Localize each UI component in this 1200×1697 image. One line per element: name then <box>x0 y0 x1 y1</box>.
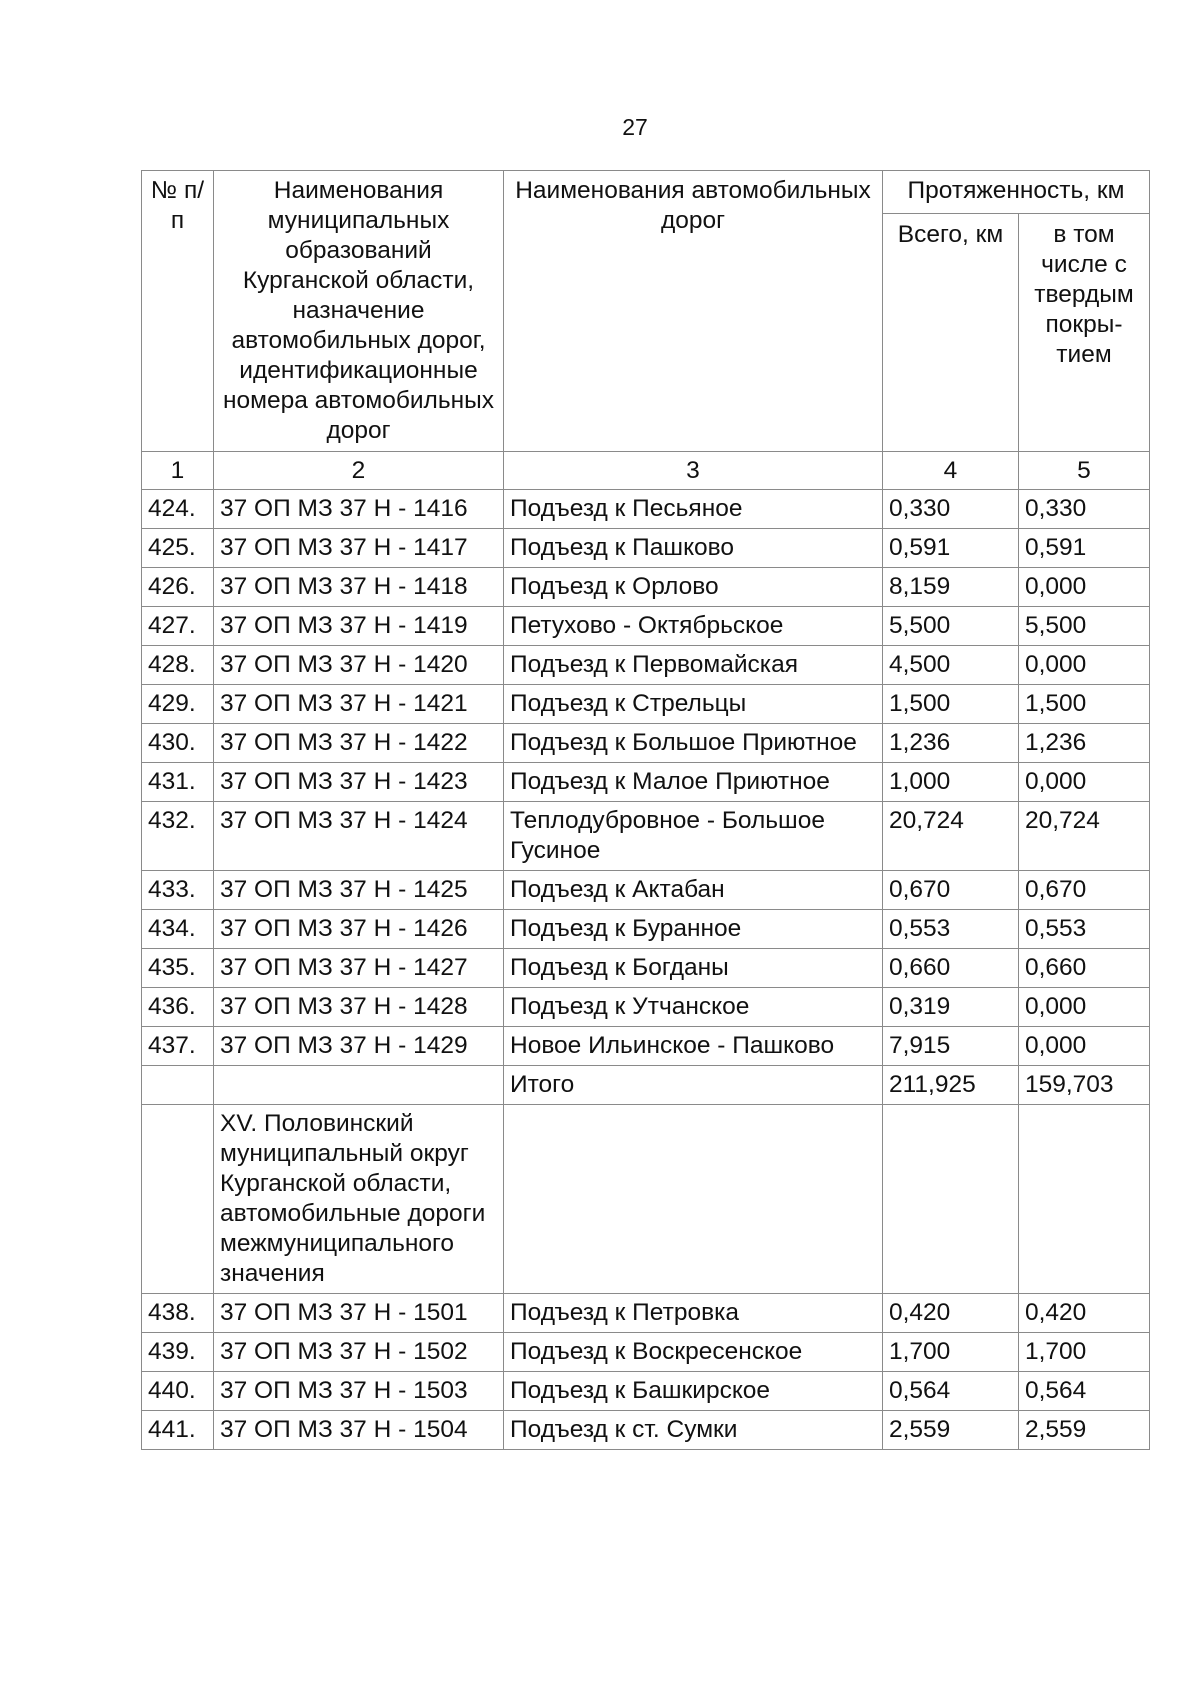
table-row <box>142 802 1150 871</box>
length-total: 2,559 <box>883 1411 1019 1450</box>
table-row <box>142 1105 1150 1294</box>
header-paved: в том числе с твердым покры-тием <box>1019 214 1150 452</box>
length-total: 0,319 <box>883 988 1019 1027</box>
road-name: Новое Ильинское - Пашково <box>504 1027 883 1066</box>
road-name: Подъезд к Первомайская <box>504 646 883 685</box>
road-name: Подъезд к Воскресенское <box>504 1333 883 1372</box>
length-paved: 0,553 <box>1019 910 1150 949</box>
length-total <box>883 1105 1019 1294</box>
road-id <box>214 1066 504 1105</box>
length-paved: 1,236 <box>1019 724 1150 763</box>
length-paved: 0,000 <box>1019 646 1150 685</box>
road-id: 37 ОП МЗ 37 Н - 1501 <box>214 1294 504 1333</box>
column-number: 2 <box>214 452 504 490</box>
row-number: 430. <box>142 724 214 763</box>
road-id: 37 ОП МЗ 37 Н - 1418 <box>214 568 504 607</box>
table-row <box>142 568 1150 607</box>
length-total: 0,564 <box>883 1372 1019 1411</box>
length-paved: 1,500 <box>1019 685 1150 724</box>
table-row <box>142 724 1150 763</box>
row-number: 429. <box>142 685 214 724</box>
length-paved <box>1019 1105 1150 1294</box>
row-number: 432. <box>142 802 214 871</box>
row-number: 437. <box>142 1027 214 1066</box>
length-total: 20,724 <box>883 802 1019 871</box>
length-paved: 0,000 <box>1019 763 1150 802</box>
road-id: 37 ОП МЗ 37 Н - 1428 <box>214 988 504 1027</box>
length-total: 0,330 <box>883 490 1019 529</box>
row-number: 438. <box>142 1294 214 1333</box>
row-number: 433. <box>142 871 214 910</box>
table-row <box>142 1027 1150 1066</box>
row-number: 436. <box>142 988 214 1027</box>
table-row <box>142 988 1150 1027</box>
road-id: 37 ОП МЗ 37 Н - 1503 <box>214 1372 504 1411</box>
road-name: Подъезд к Орлово <box>504 568 883 607</box>
column-number: 5 <box>1019 452 1150 490</box>
road-id: XV. Половинский муниципальный округ Курганской области, автомобильные дороги межмуниципального значения <box>214 1105 504 1294</box>
table-row <box>142 1333 1150 1372</box>
length-total: 0,591 <box>883 529 1019 568</box>
road-name: Теплодубровное - Большое Гусиное <box>504 802 883 871</box>
roads-table <box>141 170 1150 1450</box>
row-number: 431. <box>142 763 214 802</box>
column-number: 1 <box>142 452 214 490</box>
road-name: Подъезд к Большое Приютное <box>504 724 883 763</box>
road-id: 37 ОП МЗ 37 Н - 1417 <box>214 529 504 568</box>
length-paved: 0,564 <box>1019 1372 1150 1411</box>
road-id: 37 ОП МЗ 37 Н - 1421 <box>214 685 504 724</box>
row-number: 427. <box>142 607 214 646</box>
length-total: 1,500 <box>883 685 1019 724</box>
table-row <box>142 490 1150 529</box>
road-id: 37 ОП МЗ 37 Н - 1416 <box>214 490 504 529</box>
road-name: Подъезд к Петровка <box>504 1294 883 1333</box>
length-total: 0,553 <box>883 910 1019 949</box>
length-paved: 0,591 <box>1019 529 1150 568</box>
row-number: 435. <box>142 949 214 988</box>
row-number: 441. <box>142 1411 214 1450</box>
table-row <box>142 529 1150 568</box>
road-name: Подъезд к Башкирское <box>504 1372 883 1411</box>
row-number: 425. <box>142 529 214 568</box>
length-paved: 0,000 <box>1019 1027 1150 1066</box>
table-row <box>142 1411 1150 1450</box>
table-row <box>142 1294 1150 1333</box>
road-name <box>504 1105 883 1294</box>
road-id: 37 ОП МЗ 37 Н - 1422 <box>214 724 504 763</box>
road-id: 37 ОП МЗ 37 Н - 1423 <box>214 763 504 802</box>
row-number: 434. <box>142 910 214 949</box>
header-municipal: Наименования муниципальных образований Курганской области, назначение автомобильных дорог, идентификационные номера автомобильных дорог <box>214 171 504 452</box>
table-row <box>142 646 1150 685</box>
length-total: 7,915 <box>883 1027 1019 1066</box>
row-number: 426. <box>142 568 214 607</box>
row-number: 440. <box>142 1372 214 1411</box>
header-total: Всего, км <box>883 214 1019 452</box>
length-paved: 0,670 <box>1019 871 1150 910</box>
length-total: 0,420 <box>883 1294 1019 1333</box>
length-paved: 5,500 <box>1019 607 1150 646</box>
row-number: 428. <box>142 646 214 685</box>
length-paved: 0,330 <box>1019 490 1150 529</box>
road-name: Подъезд к ст. Сумки <box>504 1411 883 1450</box>
table-row <box>142 763 1150 802</box>
road-id: 37 ОП МЗ 37 Н - 1424 <box>214 802 504 871</box>
length-total: 0,660 <box>883 949 1019 988</box>
header-num: № п/п <box>142 171 214 452</box>
road-name: Петухово - Октябрьское <box>504 607 883 646</box>
table-row <box>142 1066 1150 1105</box>
road-id: 37 ОП МЗ 37 Н - 1504 <box>214 1411 504 1450</box>
length-total: 8,159 <box>883 568 1019 607</box>
road-name: Подъезд к Актабан <box>504 871 883 910</box>
road-name: Подъезд к Песьяное <box>504 490 883 529</box>
table-row <box>142 910 1150 949</box>
row-number <box>142 1105 214 1294</box>
length-paved: 1,700 <box>1019 1333 1150 1372</box>
row-number: 439. <box>142 1333 214 1372</box>
road-id: 37 ОП МЗ 37 Н - 1420 <box>214 646 504 685</box>
header-length: Протяженность, км <box>883 171 1150 214</box>
length-total: 1,000 <box>883 763 1019 802</box>
column-number: 4 <box>883 452 1019 490</box>
table-row <box>142 607 1150 646</box>
road-id: 37 ОП МЗ 37 Н - 1429 <box>214 1027 504 1066</box>
road-id: 37 ОП МЗ 37 Н - 1426 <box>214 910 504 949</box>
table-row <box>142 949 1150 988</box>
column-number: 3 <box>504 452 883 490</box>
page-number: 27 <box>622 114 648 140</box>
length-total: 1,700 <box>883 1333 1019 1372</box>
length-total: 0,670 <box>883 871 1019 910</box>
road-name: Итого <box>504 1066 883 1105</box>
length-paved: 20,724 <box>1019 802 1150 871</box>
table-row <box>142 685 1150 724</box>
length-total: 5,500 <box>883 607 1019 646</box>
road-id: 37 ОП МЗ 37 Н - 1427 <box>214 949 504 988</box>
road-name: Подъезд к Пашково <box>504 529 883 568</box>
row-number: 424. <box>142 490 214 529</box>
length-total: 1,236 <box>883 724 1019 763</box>
road-name: Подъезд к Богданы <box>504 949 883 988</box>
road-id: 37 ОП МЗ 37 Н - 1502 <box>214 1333 504 1372</box>
table-row <box>142 1372 1150 1411</box>
road-name: Подъезд к Буранное <box>504 910 883 949</box>
length-paved: 0,000 <box>1019 988 1150 1027</box>
road-name: Подъезд к Утчанское <box>504 988 883 1027</box>
row-number <box>142 1066 214 1105</box>
road-id: 37 ОП МЗ 37 Н - 1419 <box>214 607 504 646</box>
length-paved: 2,559 <box>1019 1411 1150 1450</box>
table-row <box>142 871 1150 910</box>
length-paved: 0,000 <box>1019 568 1150 607</box>
length-paved: 0,420 <box>1019 1294 1150 1333</box>
road-name: Подъезд к Малое Приютное <box>504 763 883 802</box>
length-paved: 0,660 <box>1019 949 1150 988</box>
length-total: 4,500 <box>883 646 1019 685</box>
length-total: 211,925 <box>883 1066 1019 1105</box>
road-id: 37 ОП МЗ 37 Н - 1425 <box>214 871 504 910</box>
length-paved: 159,703 <box>1019 1066 1150 1105</box>
road-name: Подъезд к Стрельцы <box>504 685 883 724</box>
header-road-name: Наименования автомобильных дорог <box>504 171 883 452</box>
